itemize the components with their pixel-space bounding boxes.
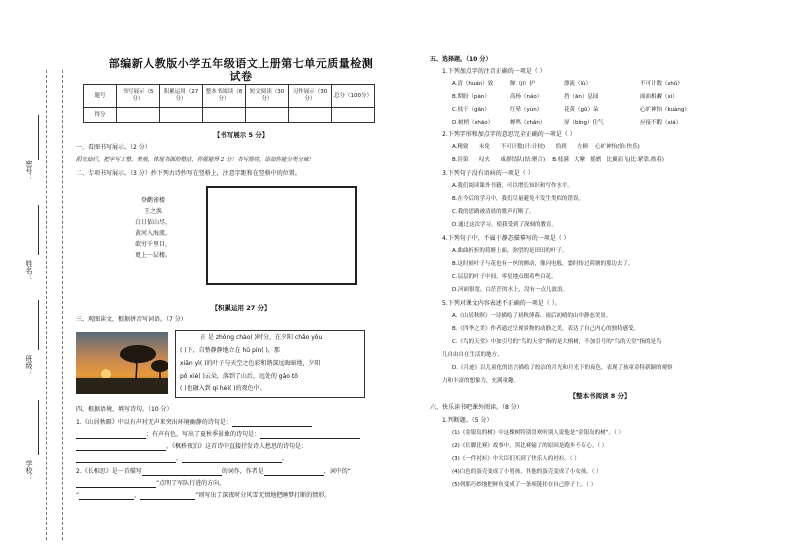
question-3-text-box bbox=[175, 330, 365, 398]
score-cell[interactable] bbox=[203, 108, 246, 123]
q5-5-option[interactable]: C.《鸟的天堂》中加引号的“鸟的天堂”指的是大榕树，不加引号的“鸟的天堂”指的是鸟 bbox=[452, 339, 662, 345]
binding-line-inner bbox=[62, 70, 63, 540]
score-header-cell: 题号 bbox=[84, 85, 117, 108]
poem-line: 欲穷千里目， bbox=[134, 241, 171, 248]
q3-line: ( )下，自整静静地立在 hū pín( )，那 bbox=[180, 347, 280, 354]
opt-word: 摇磨 bbox=[590, 157, 602, 163]
q5-4-stem: 4.下列句子中，不属于静态描摹写的一项是（ ） bbox=[442, 235, 570, 242]
question-1-text: 阳光灿烂，把字写工整、美观，体现书面的整洁，你就能得 2 分！书写漂亮，添加你能分类分域！ bbox=[76, 157, 314, 163]
school-blank[interactable] bbox=[38, 400, 40, 455]
q6-1-item[interactable]: (5)列那巧妙地把鲜鱼变成了一条项链挂在自己脖子上。（ ） bbox=[452, 482, 597, 488]
q5-1-option-word: 花黄（gū）朵 bbox=[564, 107, 599, 113]
q3-line: pō xiè( )云朵，落到了山后，远处的 gǎo tǒ bbox=[180, 373, 298, 380]
question-3-title: 三、观图读文，根据拼音写词语。（7 分） bbox=[76, 316, 187, 323]
score-row-label: 得分 bbox=[84, 108, 117, 123]
binding-line-outer bbox=[46, 70, 47, 540]
school-label: 学校： bbox=[25, 460, 33, 481]
q4-2b: 的词作，作者是 bbox=[221, 468, 264, 475]
q4-1-line3 bbox=[76, 443, 307, 451]
answer-blank[interactable] bbox=[182, 456, 282, 463]
score-cell[interactable] bbox=[289, 108, 332, 123]
opt-word: 未免 bbox=[478, 144, 490, 150]
opt-word: 叹火 bbox=[479, 157, 491, 163]
q5-3-option[interactable]: A.我们阅读课外书籍，可以增长知识和写作水平。 bbox=[452, 183, 573, 189]
page-title: 部编新人教版小学五年级语文上册第七单元质量检测 bbox=[108, 57, 374, 70]
score-cell[interactable] bbox=[332, 108, 375, 123]
opt-word: B.枝满 bbox=[552, 157, 569, 163]
q3-line: 正 是 zhōng chào( )时分，在夕阳 chǎo yǒu bbox=[200, 334, 323, 341]
q5-1-option[interactable]: C.枝干（gān） bbox=[452, 107, 490, 113]
page-title-line2: 试卷 bbox=[229, 70, 253, 83]
q5-2-stem: 2.下列字形和加点字的意思完全正确的一项是（ ） bbox=[442, 131, 576, 138]
seat-number-blank[interactable] bbox=[38, 115, 40, 160]
q5-1-option-word: 蝉鸣（chǎn） bbox=[510, 120, 546, 126]
answer-blank[interactable] bbox=[142, 469, 222, 476]
q5-5-stem: 5.下列对课文内容表述不正确的一项是（ ）。 bbox=[442, 300, 561, 307]
q5-1-option-word: 屏（bǐng）住气 bbox=[564, 120, 604, 126]
score-header-cell: 总分（100分） bbox=[332, 85, 375, 108]
question-2-title: 二、专项书写展示。（3 分）抄下列古诗抄写在竖格上，注意字距和在竖格中的位置。 bbox=[76, 170, 301, 177]
q5-4-option[interactable]: D.河面很宽，白茫茫的水上，没有一点儿波浪。 bbox=[452, 287, 568, 293]
answer-blank[interactable] bbox=[76, 481, 156, 488]
section-book-heading: 【整本书阅读 8 分】 bbox=[569, 392, 631, 400]
opt-word: 大摩 bbox=[573, 157, 585, 163]
opt-word: 恰到 bbox=[555, 144, 567, 150]
q5-1-option[interactable]: D.树梢（shāo） bbox=[452, 120, 494, 126]
q4-1c: 。《枫桥夜泊》这首诗中直接抒发诗人愁思的诗句是： bbox=[166, 443, 308, 450]
q4-2f: ”则写出了深夜时分风雪无情地把睡梦打断的情形。 bbox=[195, 492, 331, 499]
opt-word: 心旷神怡(怡:快乐) bbox=[595, 144, 640, 150]
score-header-cell: 整本书阅读（8分） bbox=[203, 85, 246, 108]
opt-word: A.精致 bbox=[452, 144, 469, 150]
score-cell[interactable] bbox=[246, 108, 289, 123]
q5-5-option[interactable]: D.《月迹》以儿童化的语言描绘了皎洁的月光和月光下的夜色，表现了孩童奇特新颖的观察 bbox=[452, 365, 673, 371]
q6-1-item[interactable]: (4)白色的蛋壳变成了小男孩，其他的蛋壳变成了小女孩。（ ） bbox=[452, 469, 602, 475]
q4-2-line3: “ ， ”则写出了深夜时分风雪无情地把睡梦打断的情形。 bbox=[76, 492, 331, 499]
q5-3-option[interactable]: D.通过这次学习，使我受到了深刻的教育。 bbox=[452, 222, 557, 228]
answer-blank[interactable] bbox=[76, 432, 146, 439]
q5-1-stem: 1.下列加点字的注音正确的一项是（ ） bbox=[442, 68, 546, 75]
q4-2d: ”点明了军队行进的方向， bbox=[156, 480, 226, 487]
score-header-cell: 短文阅读（30分） bbox=[246, 85, 289, 108]
q5-1-option-word: 不可计数（shǔ） bbox=[640, 81, 683, 87]
poem-author: 王之涣 bbox=[143, 208, 162, 215]
opt-word: 左顾 bbox=[577, 144, 589, 150]
q5-1-option[interactable]: B.期盼（pàn） bbox=[452, 94, 490, 100]
q3-line: xiān yì( )的叶子与天空之色彩和谐深远晦暗地，夕阳 bbox=[180, 360, 321, 367]
poem-line: 黄河入海流。 bbox=[134, 230, 171, 237]
q4-2a: 2.《长相思》是一首描写 bbox=[76, 468, 142, 475]
q5-1-option-word: 鲸（jī）护 bbox=[510, 81, 536, 87]
question-6-title: 六、快乐读书吧课外阅读。（8 分） bbox=[430, 404, 523, 411]
q5-1-option-word: 应接不暇（xiá） bbox=[640, 120, 682, 126]
q6-1-item[interactable]: (2)《长脚比赛》故事中，黑比赛输了的原因是跑步不专心。（ ） bbox=[452, 443, 608, 449]
q4-2-line2 bbox=[76, 480, 225, 488]
q5-3-stem: 3.下列句子没有语病的一项是（ ） bbox=[442, 170, 534, 177]
score-cell[interactable] bbox=[160, 108, 203, 123]
q4-1a: 1.《山居秋暝》中以有声衬无声来突出环境幽静的诗句是： bbox=[76, 419, 232, 426]
q4-1b: ；有声有色，写出了夏秋季景象的诗句是： bbox=[146, 431, 261, 438]
seat-number-label: 密号： bbox=[25, 160, 33, 181]
opt-word: B.渲染 bbox=[452, 157, 469, 163]
q5-5-option[interactable]: B.《四季之美》作者通过呈现景物的动静之美，表达了自己内心的独特感受。 bbox=[452, 326, 640, 332]
answer-blank[interactable] bbox=[79, 493, 134, 500]
q4-2e: “ bbox=[76, 492, 80, 499]
score-header-cell: 习作展示（30分） bbox=[289, 85, 332, 108]
q5-2-option-b[interactable] bbox=[452, 157, 664, 164]
class-label: 班级： bbox=[25, 355, 33, 376]
answer-blank[interactable] bbox=[76, 456, 176, 463]
q4-1-line4: ， 。 bbox=[76, 455, 288, 463]
q3-line: ( )也融入到 qí hèi( )的夜色中。 bbox=[180, 385, 266, 392]
score-header-cell: 书写展示（5分） bbox=[117, 85, 160, 108]
section-accum-heading: 【积累运用 27 分】 bbox=[211, 304, 271, 312]
q5-3-option[interactable]: C.我的思路被清晨的歌声打断了。 bbox=[452, 209, 535, 215]
class-blank[interactable] bbox=[38, 300, 40, 350]
q4-1-line bbox=[76, 419, 312, 427]
writing-box[interactable] bbox=[206, 186, 357, 285]
q5-1-option-word: 心旷神怡（kuàng） bbox=[640, 107, 690, 113]
poem-line: 更上一层楼。 bbox=[134, 252, 171, 259]
q5-4-option[interactable]: A.曲曲折折的荷塘上面，弥望的是田田的叶子。 bbox=[452, 248, 568, 254]
q5-5-option-cont: 力和丰富的想象力，充满童趣。 bbox=[442, 378, 520, 384]
question-1-title: 一、看图书写展示。（2 分） bbox=[76, 144, 151, 151]
q5-4-option[interactable]: B.这时候叶子与花也有一丝的颤动，像闪电般，霎时传过荷塘的那边去了。 bbox=[452, 261, 634, 267]
sunset-tree-image bbox=[76, 332, 168, 394]
q5-1-option-word: 高杨（náo） bbox=[510, 94, 543, 100]
q5-5-option[interactable]: A.《山居秋暝》一诗描绘了初秋薄暮、雨后初晴的山中静态美景。 bbox=[452, 313, 612, 319]
score-table bbox=[83, 84, 375, 123]
q4-1-line2 bbox=[76, 431, 360, 439]
poem-block bbox=[128, 195, 178, 261]
answer-blank[interactable] bbox=[76, 444, 166, 451]
q5-3-option[interactable]: B.在今后的学习中，我们尽量避免不发生类似的错误。 bbox=[452, 196, 585, 202]
opt-word: 比翼而飞(比:紧靠,挨着) bbox=[606, 157, 664, 163]
question-5-title: 五、选择题。（10 分） bbox=[430, 56, 492, 63]
q4-2-line bbox=[76, 468, 351, 476]
q5-1-option-word: 漂流（lù） bbox=[564, 81, 592, 87]
poem-line: 白日依山尽， bbox=[134, 219, 171, 226]
name-label: 姓名： bbox=[25, 260, 33, 281]
answer-blank[interactable] bbox=[260, 432, 360, 439]
q5-4-option[interactable]: C.层层的叶子中间，零星地点缀着些白花。 bbox=[452, 274, 557, 280]
q6-1-item[interactable]: (1)《金银岛的树》中这棵树特别喜欢听别人说他是“金银岛的树”。（ ） bbox=[452, 430, 624, 436]
score-header-cell: 积累运用（27分） bbox=[160, 85, 203, 108]
q5-1-option[interactable]: A.清（huán）致 bbox=[452, 81, 494, 87]
q5-1-option-word: 红晕（yùn） bbox=[510, 107, 543, 113]
answer-blank[interactable] bbox=[140, 493, 195, 500]
q5-1-option-word: 挡（ān）息园 bbox=[564, 94, 599, 100]
q4-2c: ，词中的“ bbox=[323, 468, 351, 475]
q5-2-option-a[interactable] bbox=[452, 144, 640, 151]
name-blank[interactable] bbox=[38, 205, 40, 255]
score-cell[interactable] bbox=[117, 108, 160, 123]
q6-1-item[interactable]: (3)《一件衬衫》中大臣们买到了快乐人的衬衫。（ ） bbox=[452, 456, 580, 462]
q5-1-option-word: 面面相觑（xì） bbox=[640, 94, 678, 100]
poem-title: 登鹳雀楼 bbox=[140, 197, 165, 204]
opt-word: 咸群结队(结:聚合) bbox=[500, 157, 546, 163]
section-writing-heading: 【书写展示 5 分】 bbox=[213, 131, 269, 139]
answer-blank[interactable] bbox=[232, 420, 312, 427]
q5-5-option-cont: 儿自由自在生活的地方。 bbox=[442, 352, 503, 358]
answer-blank[interactable] bbox=[264, 469, 324, 476]
q6-1-stem: 1.判断题。（5 分） bbox=[442, 417, 493, 424]
question-4-title: 四、根据语境，填写诗句。（10 分） bbox=[76, 406, 173, 413]
opt-word: 不可计数(计:计较) bbox=[500, 144, 546, 150]
